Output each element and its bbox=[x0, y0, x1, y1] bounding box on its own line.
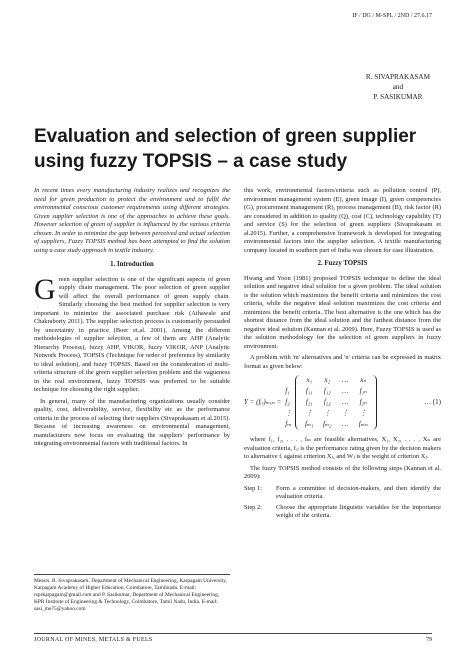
topsis-paragraph-4: The fuzzy TOPSIS method consists of the following steps (Kannan et al. 2009): bbox=[244, 464, 441, 480]
matrix-row: x₁ x₂ … xₙ bbox=[306, 376, 367, 384]
paper-title: Evaluation and selection of green supplier using fuzzy TOPSIS – a case study bbox=[34, 126, 417, 172]
matrix-body bbox=[285, 375, 377, 430]
row-label: fₘ bbox=[285, 420, 292, 428]
section-heading-fuzzy-topsis: 2. Fuzzy TOPSIS bbox=[317, 260, 368, 267]
author-and: and bbox=[392, 83, 404, 91]
step-text: Form a committee of decision-makers, and then identify the evaluation criteria. bbox=[276, 484, 441, 500]
matrix-lhs: Y = (fᵢⱼ)ₘₓₙ = bbox=[244, 398, 282, 407]
matrix-row: ⋮ ⋮ ⋮ ⋮ bbox=[305, 409, 367, 417]
journal-name: JOURNAL OF MINES, METALS & FUELS bbox=[34, 637, 153, 643]
right-paragraph-1: this work, environmental factors/criteria such as pollution control (P), environment management system (E), green image (I), green competencies (G), procurement management (R), process management (B), risk factor (R) are considered in addition to quality (Q), cost (C), technology capability (T) and service (S) for the selection of green suppliers (Sivaprakasam et al.2015). Further, a comprehensive framework is developed for integrating environmental factors into the supplier selection. A textile manufacturing company located in southern part of India was chosen for case illustration. bbox=[244, 187, 441, 254]
intro-paragraph-2: In general, many of the manufacturing organizations usually consider quality, cost, deliverability, service, flexibility etc as the performance criteria in the process of selecting their suppliers (Sivaprakasam et al.2015). Because of increasing awareness on environmental management, manufacturers now focus on evaluating the suppliers' performance by integrating environmental factors with traditional factors. In bbox=[34, 397, 230, 447]
right-column bbox=[244, 187, 441, 523]
equation-number: … (1) bbox=[424, 398, 441, 407]
author-1: R. SIVAPRAKASAM bbox=[365, 73, 430, 81]
step-item bbox=[244, 485, 441, 502]
intro-paragraph-1: Green supplier selection is one of the significant aspects of green supply chain management. The poor selection of green supplier will affect the overall performance of green supply chain. Similarly choosing the best method for supplier selection is very important to minimize the associated purchase risk (Athawale and Chakraborty 2011). The supplier selection process is customarily persuaded by uncertainty in practice (Boer et.al. 2001). Among the different methodologies of supplier selection, a few of them are AHP (Analytic Hierarchy Process), fuzzy AHP, VIKOR, fuzzy VIKOR, ANP (Analytic Network Process), TOPSIS (Technique for order of preference by similarity to ideal solution), and fuzzy TOPSIS. Based on the consideration of multi-criteria structure of the green supplier selection problem and the vagueness in the real environment, fuzzy TOPSIS was preferred to be suitable technique for choosing the right supplier. bbox=[34, 272, 230, 393]
topsis-paragraph-2: A problem with 'm' alternatives and 'n' criteria can be expressed in matrix format as given below: bbox=[244, 354, 441, 370]
step-item bbox=[244, 504, 441, 521]
row-label: f₁ bbox=[285, 387, 290, 395]
left-column bbox=[34, 187, 230, 452]
footer-rule bbox=[34, 633, 432, 634]
author-block bbox=[366, 72, 430, 102]
steps-list bbox=[244, 485, 441, 521]
author-2: P. SASIKUMAR bbox=[373, 93, 423, 101]
step-label: Step 1: bbox=[244, 484, 262, 492]
step-text: Choose the appropriate linguistic variables for the importance weight of the criteria. bbox=[276, 503, 441, 519]
section-heading-introduction: 1. Introduction bbox=[110, 261, 154, 268]
running-header: IF / DG / M-SPL / 2ND / 27.6.17 bbox=[352, 13, 432, 19]
drop-cap: G bbox=[34, 272, 56, 306]
author-affiliation-footnote: Messrs. R. Sivaprakasam, Department of Mechanical Engineering, Karpagam University, Karpagam Academy of Higher Education, Coimbatore, Tamilnadu. E-mail: rsprkarpagam@gmail.com and P. Sasikumar, Department of Mechanical Engineering, KPR Institute of Engineering & Technology, Coimbatore, Tamil Nadu, India. E-mail: sasi_me75@yahoo.com bbox=[34, 574, 230, 613]
topsis-paragraph-3: where f₁, f₂, . . . , fₘ are feasible alternatives, X₁, X₂, . . . , Xₙ are evaluation criteria, fᵢⱼ is the performance rating given by the decision makers to alternative fᵢ against criterion Xⱼ, and Wⱼ is the weight of criterion Xⱼ. bbox=[244, 436, 441, 460]
row-label: f₂ bbox=[285, 398, 290, 406]
matrix-bracket bbox=[295, 375, 377, 430]
abstract: In recent times every manufacturing industry realizes and recognizes the need for green production to protect the environment and to fulfil the environmental conscious customer requirements using different strategies. Green supplier selection is one of the approaches to achieve these goals. However selection of green of supplier is influenced by the various criteria chosen. In order to minimize the gap between perceived and actual selection of suppliers, Fuzzy TOPSIS method has been attempted to find the solution using a case study approach in textile industry. bbox=[34, 187, 230, 254]
decision-matrix-equation bbox=[244, 375, 441, 430]
matrix-row: f₁₁ f₁₂ … f₁ₙ bbox=[305, 387, 367, 395]
page-number: 79 bbox=[426, 637, 432, 643]
matrix-row: f₂₁ f₂₂ … f₂ₙ bbox=[305, 398, 367, 406]
row-label: ⋮ bbox=[285, 409, 293, 417]
matrix-row-labels bbox=[285, 375, 292, 430]
step-label: Step 2: bbox=[244, 503, 262, 511]
topsis-paragraph-1: Hwang and Yoon (1981) proposed TOPSIS technique to define the ideal solution and negative ideal solution for a given problem. The ideal solution is the solution which maximizes the benefit criteria and minimizes the cost criteria, while the negative ideal solution maximizes the cost criteria and minimizes the benefit criteria. The best alternative is the one which has the shortest distance from the ideal solution and the farthest distance from the negative ideal solution (Kannan et al. 2009). Here, Fuzzy TOPSIS is used as the solution methodology for the selection of green suppliers in fuzzy environment. bbox=[244, 274, 441, 350]
matrix-row: fₘ₁ fₘ₂ … fₘₙ bbox=[304, 420, 368, 428]
